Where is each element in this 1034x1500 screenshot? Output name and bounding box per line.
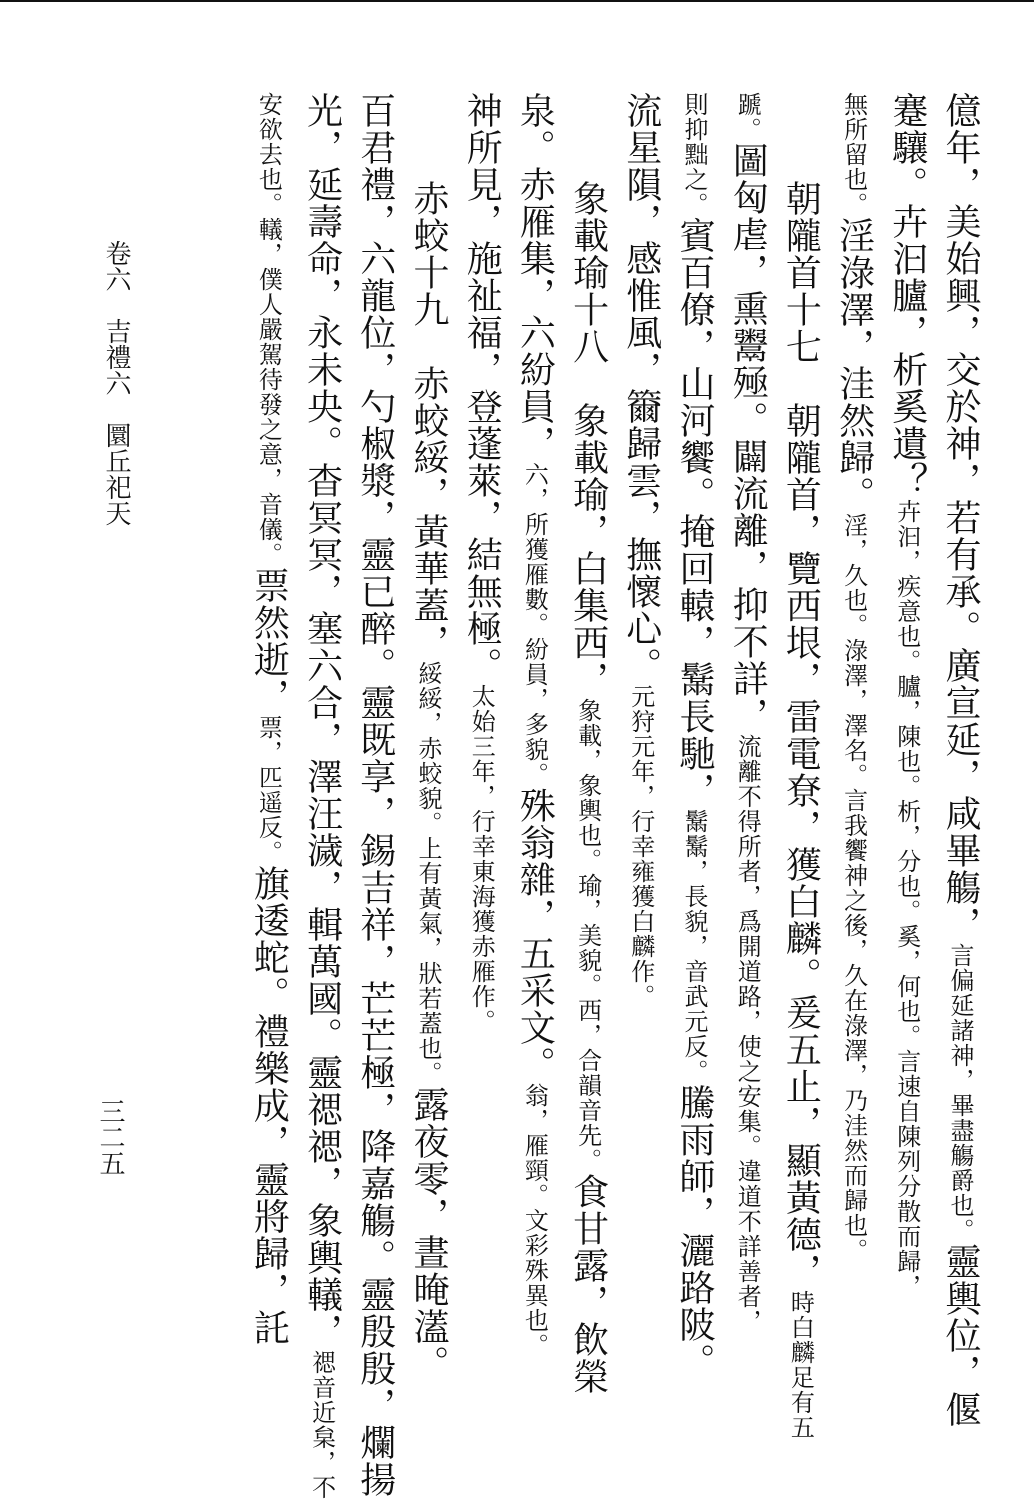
text-column (615, 92, 667, 1382)
commentary-text: 象載，象輿也。瑜，美貌。西，合韻音先。 (573, 698, 602, 1173)
main-text: 靈輿位，偃 (940, 1243, 981, 1428)
main-text: 旗逶蛇。禮樂成，靈將歸，託 (248, 865, 290, 1346)
running-footer: 卷六 吉禮六 圜丘祀天 (101, 240, 131, 526)
text-column (668, 92, 720, 1382)
text-column (296, 92, 348, 1500)
commentary-text: 太始三年，行幸東海獲赤雁作。 (467, 684, 496, 1034)
main-text: 億年，美始興，交於神，若有承。廣宣延，咸畢觴， (940, 92, 981, 943)
commentary-text: 流離不得所者，爲開道路，使之安集。違道不詳善者， (733, 734, 762, 1334)
text-column (721, 92, 773, 1382)
main-text: 圖匈虐，熏鬻殛。闢流離，抑不詳， (727, 142, 769, 734)
commentary-text: 無所留也。 (839, 92, 868, 217)
text-column (242, 92, 294, 1382)
commentary-text: 時白麟足有五 (786, 1290, 815, 1440)
main-text: 票然逝， (248, 567, 290, 715)
commentary-text: 卉汩，疾意也。臚，陳也。析，分也。奚，何也。言速自陳列分散而歸， (892, 499, 921, 1299)
main-text: 賓百僚，山河饗。掩回轅，鬗長馳， (674, 217, 715, 809)
commentary-text: 安欲去也。 (254, 92, 283, 217)
text-column (402, 92, 454, 1470)
commentary-text: 綏綏，赤蛟貌。上有黃氣，狀若蓋也。 (414, 661, 442, 1086)
main-text: 朝隴首，覽西垠，雷電尞，獲白麟。爰五止，顯黃德， (780, 402, 822, 1290)
text-column (455, 92, 507, 1382)
main-text: 殊翁雜，五采文。 (514, 787, 556, 1083)
commentary-text: 禗音近枲，不 (307, 1350, 336, 1500)
text-column (828, 92, 880, 1382)
main-text: 光，延壽命，永未央。杳冥冥，塞六合，澤汪濊，輯萬國。靈禗禗，象輿轙， (301, 92, 343, 1350)
commentary-text: 則抑黜之。 (680, 92, 708, 217)
main-text: 百君禮，六龍位，勺椒漿，靈已醉。靈既享，錫吉祥，芒芒極，降嘉觴。靈殷殷，爛揚 (354, 92, 396, 1498)
text-column (562, 92, 614, 1470)
main-text: 食甘露，飲榮 (567, 1173, 609, 1395)
text-column (508, 92, 560, 1382)
commentary-text: 言偏延諸神，畢盡觴爵也。 (946, 943, 974, 1243)
main-text: 蹇驤。卉汩臚，析奚遺？ (886, 92, 928, 499)
page-number: 三二五 (95, 1098, 125, 1176)
main-text: 赤蛟十九 (408, 180, 449, 365)
main-text: 露夜零，晝晻濭。 (408, 1086, 449, 1382)
main-text: 赤蛟綏，黃華蓋， (408, 365, 449, 661)
top-border-rule (0, 0, 1034, 2)
commentary-text: 票，匹遥反。 (254, 715, 283, 865)
main-text: 淫淥澤，洼然歸。 (833, 217, 875, 513)
commentary-text: 蹏。 (733, 92, 762, 142)
commentary-text: 翁，雁頸。文彩殊異也。 (520, 1083, 549, 1358)
main-text: 朝隴首十七 (780, 180, 822, 402)
commentary-text: 六，所獲雁數。紛員，多貌。 (520, 462, 549, 787)
main-text: 泉。赤雁集，六紛員， (514, 92, 556, 462)
main-text: 象載瑜十八 (567, 180, 609, 402)
main-text: 神所見，施祉福，登蓬萊，結無極。 (461, 92, 503, 684)
text-column (774, 92, 826, 1470)
main-text: 流星隕，感惟風，籋歸雲，撫懷心。 (620, 92, 662, 684)
commentary-text: 淫，久也。淥澤，澤名。言我饗神之後，久在淥澤，乃洼然而歸也。 (839, 513, 868, 1263)
commentary-text: 轙，僕人嚴駕待發之意，音儀。 (254, 217, 283, 567)
commentary-text: 鬗鬗，長貌，音武元反。 (680, 809, 708, 1084)
text-column (934, 92, 986, 1428)
text-column (881, 92, 933, 1382)
text-column (349, 92, 401, 1498)
main-text: 騰雨師，灑路陂。 (674, 1084, 715, 1380)
commentary-text: 元狩元年，行幸雍獲白麟作。 (626, 684, 655, 1009)
main-text: 象載瑜，白集西， (567, 402, 609, 698)
